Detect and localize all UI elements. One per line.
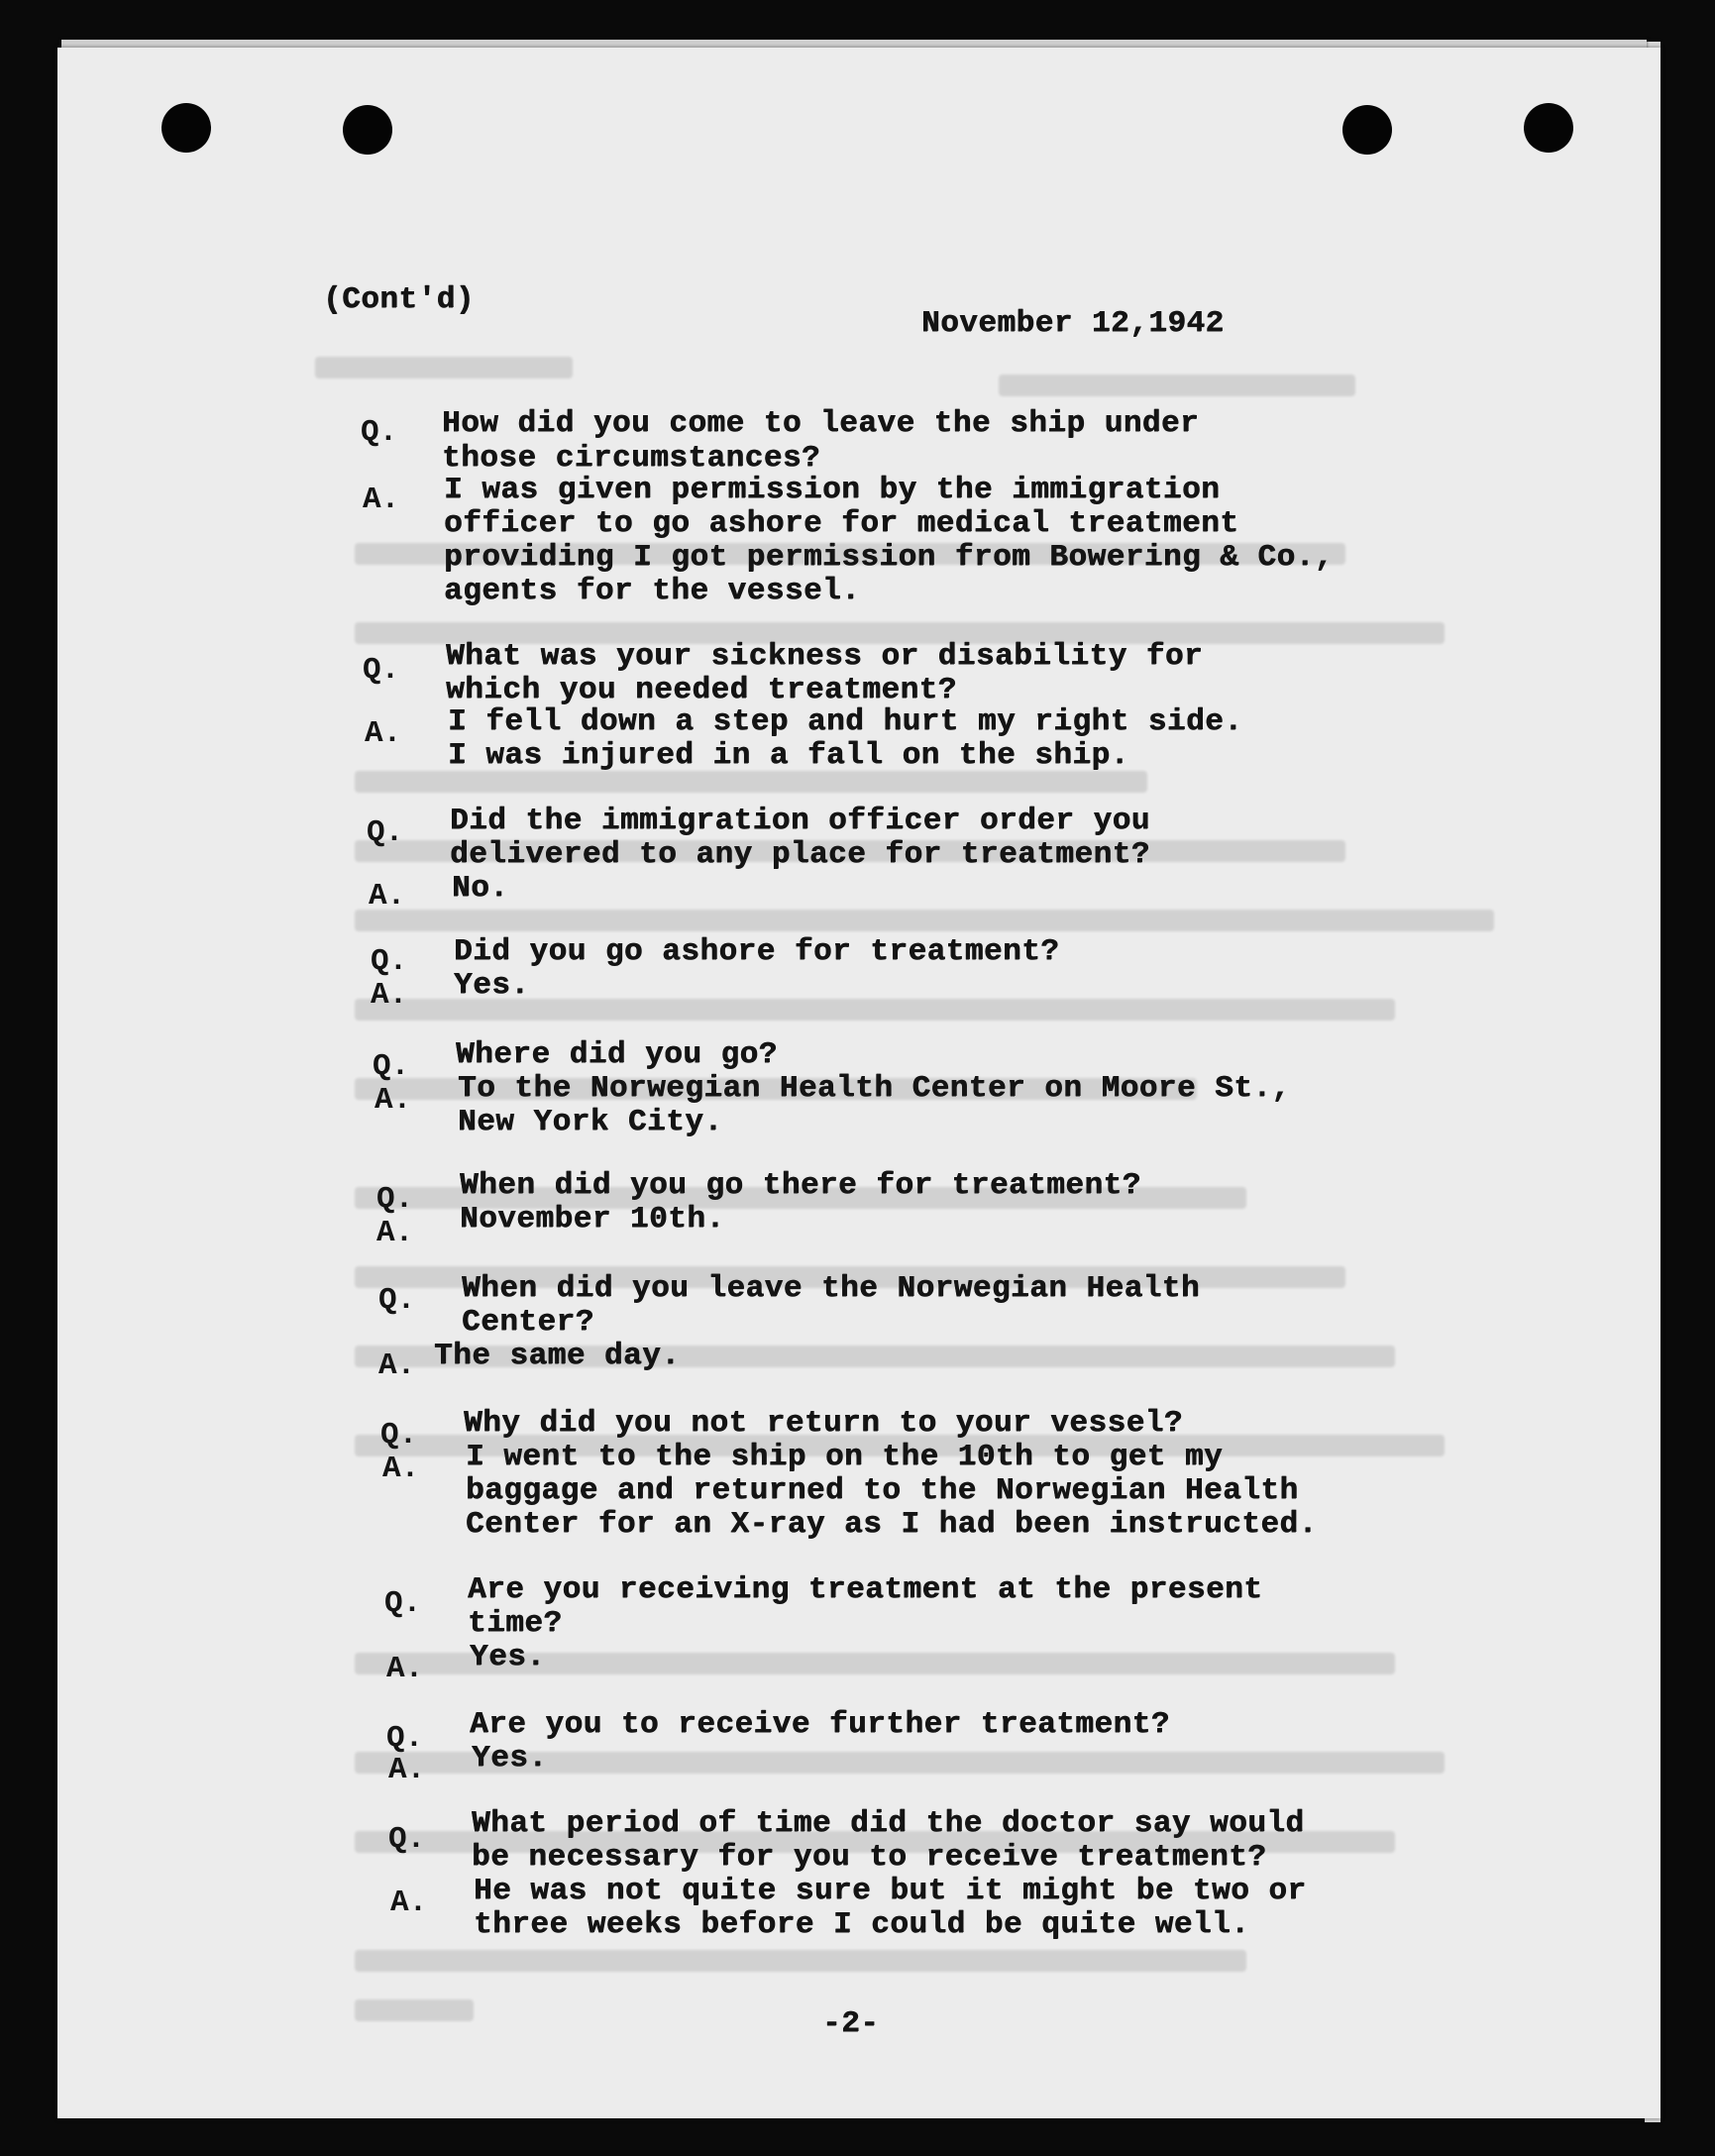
answer-line: I was injured in a fall on the ship. <box>448 738 1129 773</box>
answer-label: A. <box>390 1886 428 1920</box>
question-label: Q. <box>380 1418 418 1453</box>
question-label: Q. <box>371 944 408 979</box>
answer-line: three weeks before I could be quite well. <box>474 1907 1250 1942</box>
question-label: Q. <box>378 1283 416 1318</box>
page-number: -2- <box>822 2006 880 2041</box>
question-line: Are you receiving treatment at the present <box>468 1572 1263 1607</box>
question-line: delivered to any place for treatment? <box>450 837 1150 872</box>
answer-label: A. <box>376 1216 414 1250</box>
punch-hole-1 <box>161 103 211 153</box>
answer-line: I was given permission by the immigration <box>444 473 1221 507</box>
punch-hole-2 <box>343 105 392 155</box>
question-label: Q. <box>386 1721 424 1756</box>
continued-label: (Cont'd) <box>323 282 475 317</box>
question-line: When did you go there for treatment? <box>460 1168 1141 1203</box>
question-line: Did the immigration officer order you <box>450 804 1150 838</box>
answer-label: A. <box>371 978 408 1013</box>
question-line: When did you leave the Norwegian Health <box>462 1271 1201 1306</box>
question-line: those circumstances? <box>442 441 821 476</box>
answer-line: agents for the vessel. <box>444 574 861 608</box>
answer-line: Yes. <box>472 1741 548 1776</box>
question-label: Q. <box>367 815 404 850</box>
question-line: Why did you not return to your vessel? <box>464 1406 1183 1441</box>
answer-line: I fell down a step and hurt my right side. <box>448 704 1243 739</box>
answer-line: Yes. <box>454 968 530 1003</box>
answer-line: New York City. <box>458 1105 723 1139</box>
answer-label: A. <box>386 1652 424 1686</box>
question-line: time? <box>468 1606 563 1641</box>
answer-line: Yes. <box>470 1640 546 1674</box>
answer-line: baggage and returned to the Norwegian Health <box>466 1473 1299 1508</box>
question-line: Are you to receive further treatment? <box>470 1707 1170 1742</box>
question-line: which you needed treatment? <box>446 673 957 707</box>
answer-label: A. <box>378 1348 416 1383</box>
answer-label: A. <box>382 1452 420 1486</box>
answer-label: A. <box>375 1083 412 1118</box>
answer-label: A. <box>363 483 400 517</box>
question-line: be necessary for you to receive treatment? <box>472 1840 1267 1875</box>
answer-line: No. <box>452 871 509 906</box>
question-line: How did you come to leave the ship under <box>442 406 1200 441</box>
answer-line: He was not quite sure but it might be two or <box>474 1874 1307 1908</box>
answer-line: To the Norwegian Health Center on Moore St., <box>458 1071 1291 1106</box>
answer-label: A. <box>365 716 402 751</box>
answer-line: officer to go ashore for medical treatment <box>444 506 1239 541</box>
question-label: Q. <box>373 1049 410 1084</box>
question-line: Center? <box>462 1305 594 1340</box>
question-label: Q. <box>384 1586 422 1621</box>
answer-line: I went to the ship on the 10th to get my <box>466 1440 1224 1474</box>
answer-line: November 10th. <box>460 1202 725 1237</box>
question-label: Q. <box>388 1822 426 1857</box>
question-line: What period of time did the doctor say would <box>472 1806 1305 1841</box>
answer-label: A. <box>369 879 406 914</box>
question-label: Q. <box>361 415 398 450</box>
punch-hole-4 <box>1524 103 1573 153</box>
answer-label: A. <box>388 1753 426 1787</box>
question-line: Where did you go? <box>456 1037 778 1072</box>
question-label: Q. <box>363 653 400 688</box>
question-label: Q. <box>376 1182 414 1217</box>
answer-line: The same day. <box>434 1339 681 1373</box>
document-page <box>57 48 1661 2118</box>
question-line: Did you go ashore for treatment? <box>454 934 1060 969</box>
punch-hole-3 <box>1342 105 1392 155</box>
document-date: November 12,1942 <box>921 306 1225 341</box>
question-line: What was your sickness or disability for <box>446 639 1204 674</box>
answer-line: Center for an X-ray as I had been instructed. <box>466 1507 1318 1542</box>
answer-line: providing I got permission from Bowering & Co., <box>444 540 1334 575</box>
